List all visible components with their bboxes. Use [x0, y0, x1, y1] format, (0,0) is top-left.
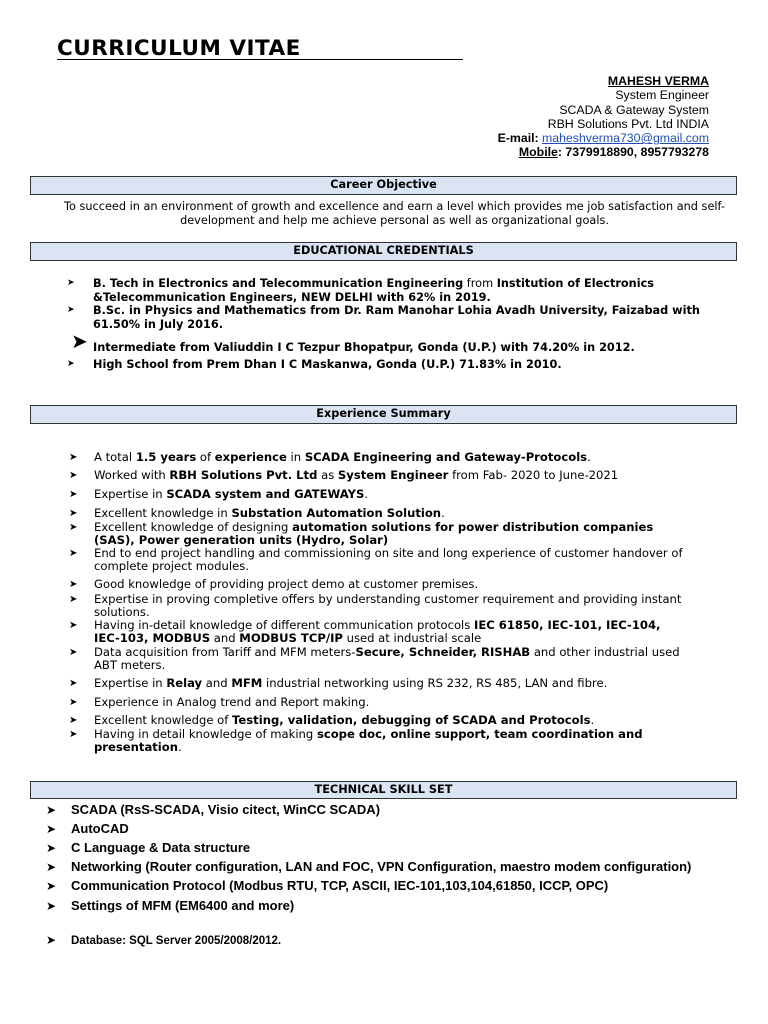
contact-role: System Engineer	[615, 88, 709, 103]
experience-item	[69, 727, 684, 754]
experience-item	[69, 546, 684, 573]
skill-item	[46, 932, 282, 949]
arrowhead-bullet-icon: ➤	[46, 879, 57, 893]
skill-item-text: C Language & Data structure	[71, 840, 251, 855]
arrowhead-bullet-icon: ➤	[69, 647, 78, 658]
skill-item-text: Communication Protocol (Modbus RTU, TCP, ASCII, IEC-101,103,104,61850, ICCP, OPC)	[71, 878, 609, 893]
skill-item	[46, 802, 381, 817]
experience-item-bold: RBH Solutions Pvt. Ltd	[169, 468, 318, 482]
experience-item-text: of	[196, 450, 215, 464]
experience-item	[69, 713, 684, 727]
experience-item-bold: scope doc, online support, team coordination and presentation	[94, 727, 643, 754]
education-item: ➤ B.Sc. in Physics and Mathematics from Dr. Ram Manohar Lohia Avadh University, Faizabad with 61.50% in July 2016.	[67, 304, 700, 331]
experience-item-bold: experience	[214, 450, 287, 464]
arrowhead-bullet-icon: ➤	[69, 548, 78, 559]
skill-item	[46, 878, 609, 893]
experience-item-bold: MODBUS TCP/IP	[239, 631, 343, 645]
skill-item-text: AutoCAD	[71, 821, 129, 836]
experience-item-text: Expertise in	[94, 676, 167, 690]
mobile-number: : 7379918890, 8957793278	[557, 145, 709, 160]
arrowhead-bullet-icon: ➤	[69, 489, 78, 500]
experience-item-bold: automation solutions for power distribution companies (SAS), Power generation units (Hydro, Solar)	[94, 520, 654, 547]
experience-item-text: Excellent knowledge of designing	[94, 520, 293, 534]
experience-item-bold: SCADA system and GATEWAYS	[166, 487, 365, 501]
arrowhead-bullet-icon: ➤	[67, 278, 75, 288]
document-title: CURRICULUM VITAE	[57, 36, 301, 61]
experience-item-text: and	[202, 676, 232, 690]
contact-mobile-row	[498, 145, 709, 159]
experience-item-text: Excellent knowledge of	[94, 713, 233, 727]
experience-item	[69, 577, 684, 591]
arrowhead-bullet-icon: ➤	[69, 522, 78, 533]
experience-item-text: End to end project handling and commissioning on site and long experience of customer handover of complete project modules.	[94, 546, 683, 573]
experience-item-bold: Substation Automation Solution	[231, 506, 442, 520]
arrowhead-bullet-icon: ➤	[69, 697, 78, 708]
experience-item-text: in	[286, 450, 305, 464]
experience-heading: Experience Summary	[30, 405, 737, 424]
mobile-label: Mobile	[518, 145, 558, 160]
experience-item-text: Worked with	[94, 468, 170, 482]
arrowhead-bullet-icon: ➤	[69, 470, 78, 481]
experience-item-text: .	[587, 450, 591, 464]
experience-item-bold: SCADA Engineering and Gateway-Protocols	[304, 450, 588, 464]
arrowhead-bullet-icon: ➤	[67, 305, 75, 315]
experience-item-text: Having in detail knowledge of making	[94, 727, 317, 741]
experience-item-bold: Secure, Schneider, RISHAB	[355, 645, 531, 659]
experience-item	[69, 695, 684, 709]
experience-item-text: A total	[94, 450, 136, 464]
experience-item-text: and other industrial used ABT meters.	[94, 645, 680, 672]
title-underline	[57, 59, 463, 60]
skill-item-text: Networking (Router configuration, LAN and FOC, VPN Configuration, maestro modem configuration)	[71, 859, 692, 874]
skill-item	[46, 898, 295, 913]
skill-item-text: Database: SQL Server 2005/2008/2012.	[71, 935, 282, 947]
experience-item-text: Expertise in	[94, 487, 167, 501]
experience-item-text: .	[364, 487, 369, 501]
technical-skills-heading: TECHNICAL SKILL SET	[30, 781, 737, 799]
experience-item	[69, 676, 684, 690]
education-item: ➤ High School from Prem Dhan I C Maskanwa, Gonda (U.P.) 71.83% in 2010.	[67, 358, 562, 371]
skill-item	[46, 859, 692, 874]
experience-item-text: and	[210, 631, 240, 645]
experience-item-text: from Fab- 2020 to June-2021	[448, 468, 619, 482]
experience-item	[69, 468, 684, 482]
experience-item-text: .	[178, 740, 182, 754]
arrowhead-bullet-icon: ➤	[71, 329, 88, 353]
skill-item-text: Settings of MFM (EM6400 and more)	[71, 898, 295, 913]
contact-name: MAHESH VERMA	[607, 74, 709, 88]
experience-item-text: Good knowledge of providing project demo at customer premises.	[94, 577, 479, 591]
arrowhead-bullet-icon: ➤	[69, 508, 78, 519]
experience-item-text: Excellent knowledge in	[94, 506, 232, 520]
experience-item-bold: System Engineer	[337, 468, 449, 482]
experience-item-bold: MFM	[231, 676, 263, 690]
contact-team: SCADA & Gateway System	[559, 102, 709, 117]
arrowhead-bullet-icon: ➤	[69, 594, 78, 605]
career-objective-text: To succeed in an environment of growth and excellence and earn a level which provides me job satisfaction and self-development and help me achieve personal as well as organizational goals.	[64, 200, 725, 227]
experience-item-bold: Relay	[166, 676, 203, 690]
experience-item-text: industrial networking using RS 232, RS 485, LAN and fibre.	[262, 676, 608, 690]
experience-item	[69, 592, 684, 619]
experience-item	[69, 506, 684, 520]
arrowhead-bullet-icon: ➤	[46, 803, 57, 817]
arrowhead-bullet-icon: ➤	[46, 899, 57, 913]
experience-item-text: Experience in Analog trend and Report making.	[94, 695, 370, 709]
arrowhead-bullet-icon: ➤	[69, 452, 78, 463]
experience-item	[69, 450, 684, 464]
education-heading: EDUCATIONAL CREDENTIALS	[30, 242, 737, 261]
experience-item-bold: IEC 61850, IEC-101, IEC-104, IEC-103, MODBUS	[94, 618, 661, 645]
skill-item	[46, 840, 251, 855]
arrowhead-bullet-icon: ➤	[46, 822, 57, 836]
arrowhead-bullet-icon: ➤	[69, 715, 78, 726]
arrowhead-bullet-icon: ➤	[46, 841, 57, 855]
skill-item-text: SCADA (RsS-SCADA, Visio citect, WinCC SCADA)	[71, 802, 381, 817]
contact-block	[498, 74, 709, 160]
experience-item-text: as	[317, 468, 338, 482]
experience-item-text: .	[590, 713, 595, 727]
experience-item	[69, 618, 684, 645]
arrowhead-bullet-icon: ➤	[69, 678, 78, 689]
experience-item-text: Data acquisition from Tariff and MFM meters-	[94, 645, 356, 659]
skill-item	[46, 821, 129, 836]
arrowhead-bullet-icon: ➤	[69, 620, 78, 631]
arrowhead-bullet-icon: ➤	[46, 860, 57, 874]
experience-item	[69, 645, 684, 672]
arrowhead-bullet-icon: ➤	[67, 359, 75, 369]
contact-company: RBH Solutions Pvt. Ltd INDIA	[547, 116, 709, 131]
experience-item-text: Having in-detail knowledge of different communication protocols	[94, 618, 474, 632]
arrowhead-bullet-icon: ➤	[69, 729, 78, 740]
contact-email-row	[498, 131, 709, 145]
experience-item-text: .	[441, 506, 445, 520]
experience-item-bold: 1.5 years	[135, 450, 197, 464]
email-link[interactable]: maheshverma730@gmail.com	[542, 131, 709, 146]
arrowhead-bullet-icon: ➤	[69, 579, 78, 590]
arrowhead-bullet-icon: ➤	[46, 933, 57, 947]
education-item: ➤ B. Tech in Electronics and Telecommunication Engineering from Institution of Electronics &Telecommunication Engineers, NEW DELHI with 62% in 2019.	[67, 277, 655, 304]
experience-item-text: used at industrial scale	[342, 631, 482, 645]
experience-item-bold: Testing, validation, debugging of SCADA and Protocols	[232, 713, 591, 727]
email-label: E-mail:	[497, 131, 539, 146]
experience-item	[69, 487, 684, 501]
education-item: ➤ Intermediate from Valiuddin I C Tezpur Bhopatpur, Gonda (U.P.) with 74.20% in 2012.	[71, 329, 635, 354]
experience-item-text: Expertise in proving completive offers by understanding customer requirement and providing instant solutions.	[94, 592, 682, 619]
career-objective-heading: Career Objective	[30, 176, 737, 195]
experience-item	[69, 520, 684, 547]
